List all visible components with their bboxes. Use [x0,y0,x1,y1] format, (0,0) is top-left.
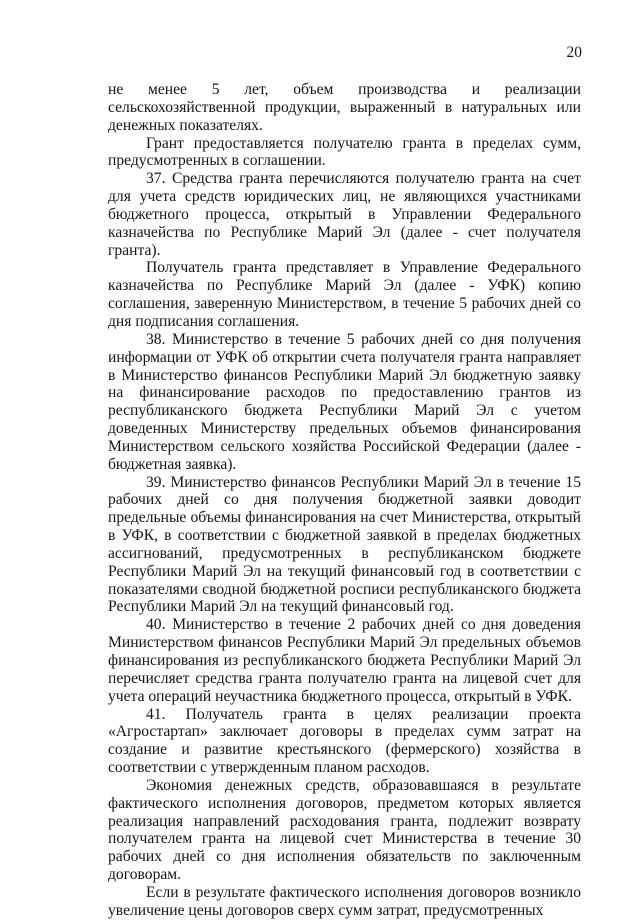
paragraph: 41. Получатель гранта в целях реализации проекта «Агростартап» заключает договоры в пределах сумм затрат на создание и развитие крестьянского (фермерского) хозяйства в соответствии с утвержденным планом расходов. [108,705,581,777]
paragraph: 37. Средства гранта перечисляются получателю гранта на счет для учета средств юридических лиц, не являющихся участниками бюджетного процесса, открытый в Управлении Федерального казначейства по Республике Марий Эл (далее - счет получателя гранта). [108,170,581,259]
paragraph: Экономия денежных средств, образовавшаяся в результате фактического исполнения договоров, предметом которых является реализация направлений расходования гранта, подлежит возврату получателем гранта на лицевой счет Министерства в течение 30 рабочих дней со дня исполнения обязательств по заключенным договорам. [108,776,581,884]
document-body [108,81,581,920]
paragraph: не менее 5 лет, объем производства и реализации сельскохозяйственной продукции, выраженный в натуральных или денежных показателях. [108,81,581,134]
paragraph: 39. Министерство финансов Республики Марий Эл в течение 15 рабочих дней со дня получения бюджетной заявки доводит предельные объемы финансирования на счет Министерства, открытый в УФК, в соответствии с бюджетной заявкой в пределах бюджетных ассигнований, предусмотренных в республиканском бюджете Республики Марий Эл на текущий финансовый год в соответствии с показателями сводной бюджетной росписи республиканского бюджета Республики Марий Эл на текущий финансовый год. [108,473,581,616]
paragraph: Если в результате фактического исполнения договоров возникло увеличение цены договоров сверх сумм затрат, предусмотренных [108,883,581,919]
paragraph: 38. Министерство в течение 5 рабочих дней со дня получения информации от УФК об открытии счета получателя гранта направляет в Министерство финансов Республики Марий Эл бюджетную заявку на финансирование расходов по предоставлению грантов из республиканского бюджета Республики Марий Эл с учетом доведенных Министерству предельных объемов финансирования Министерством сельского хозяйства Российской Федерации (далее - бюджетная заявка). [108,330,581,473]
page-number: 20 [566,44,582,61]
paragraph: Получатель гранта представляет в Управление Федерального казначейства по Республике Марий Эл (далее - УФК) копию соглашения, заверенную Министерством, в течение 5 рабочих дней со дня подписания соглашения. [108,259,581,330]
paragraph: Грант предоставляется получателю гранта в пределах сумм, предусмотренных в соглашении. [108,134,581,170]
paragraph: 40. Министерство в течение 2 рабочих дней со дня доведения Министерством финансов Республики Марий Эл предельных объемов финансирования из республиканского бюджета Республики Марий Эл перечисляет средства гранта получателю гранта на лицевой счет для учета операций неучастника бюджетного процесса, открытый в УФК. [108,616,581,705]
